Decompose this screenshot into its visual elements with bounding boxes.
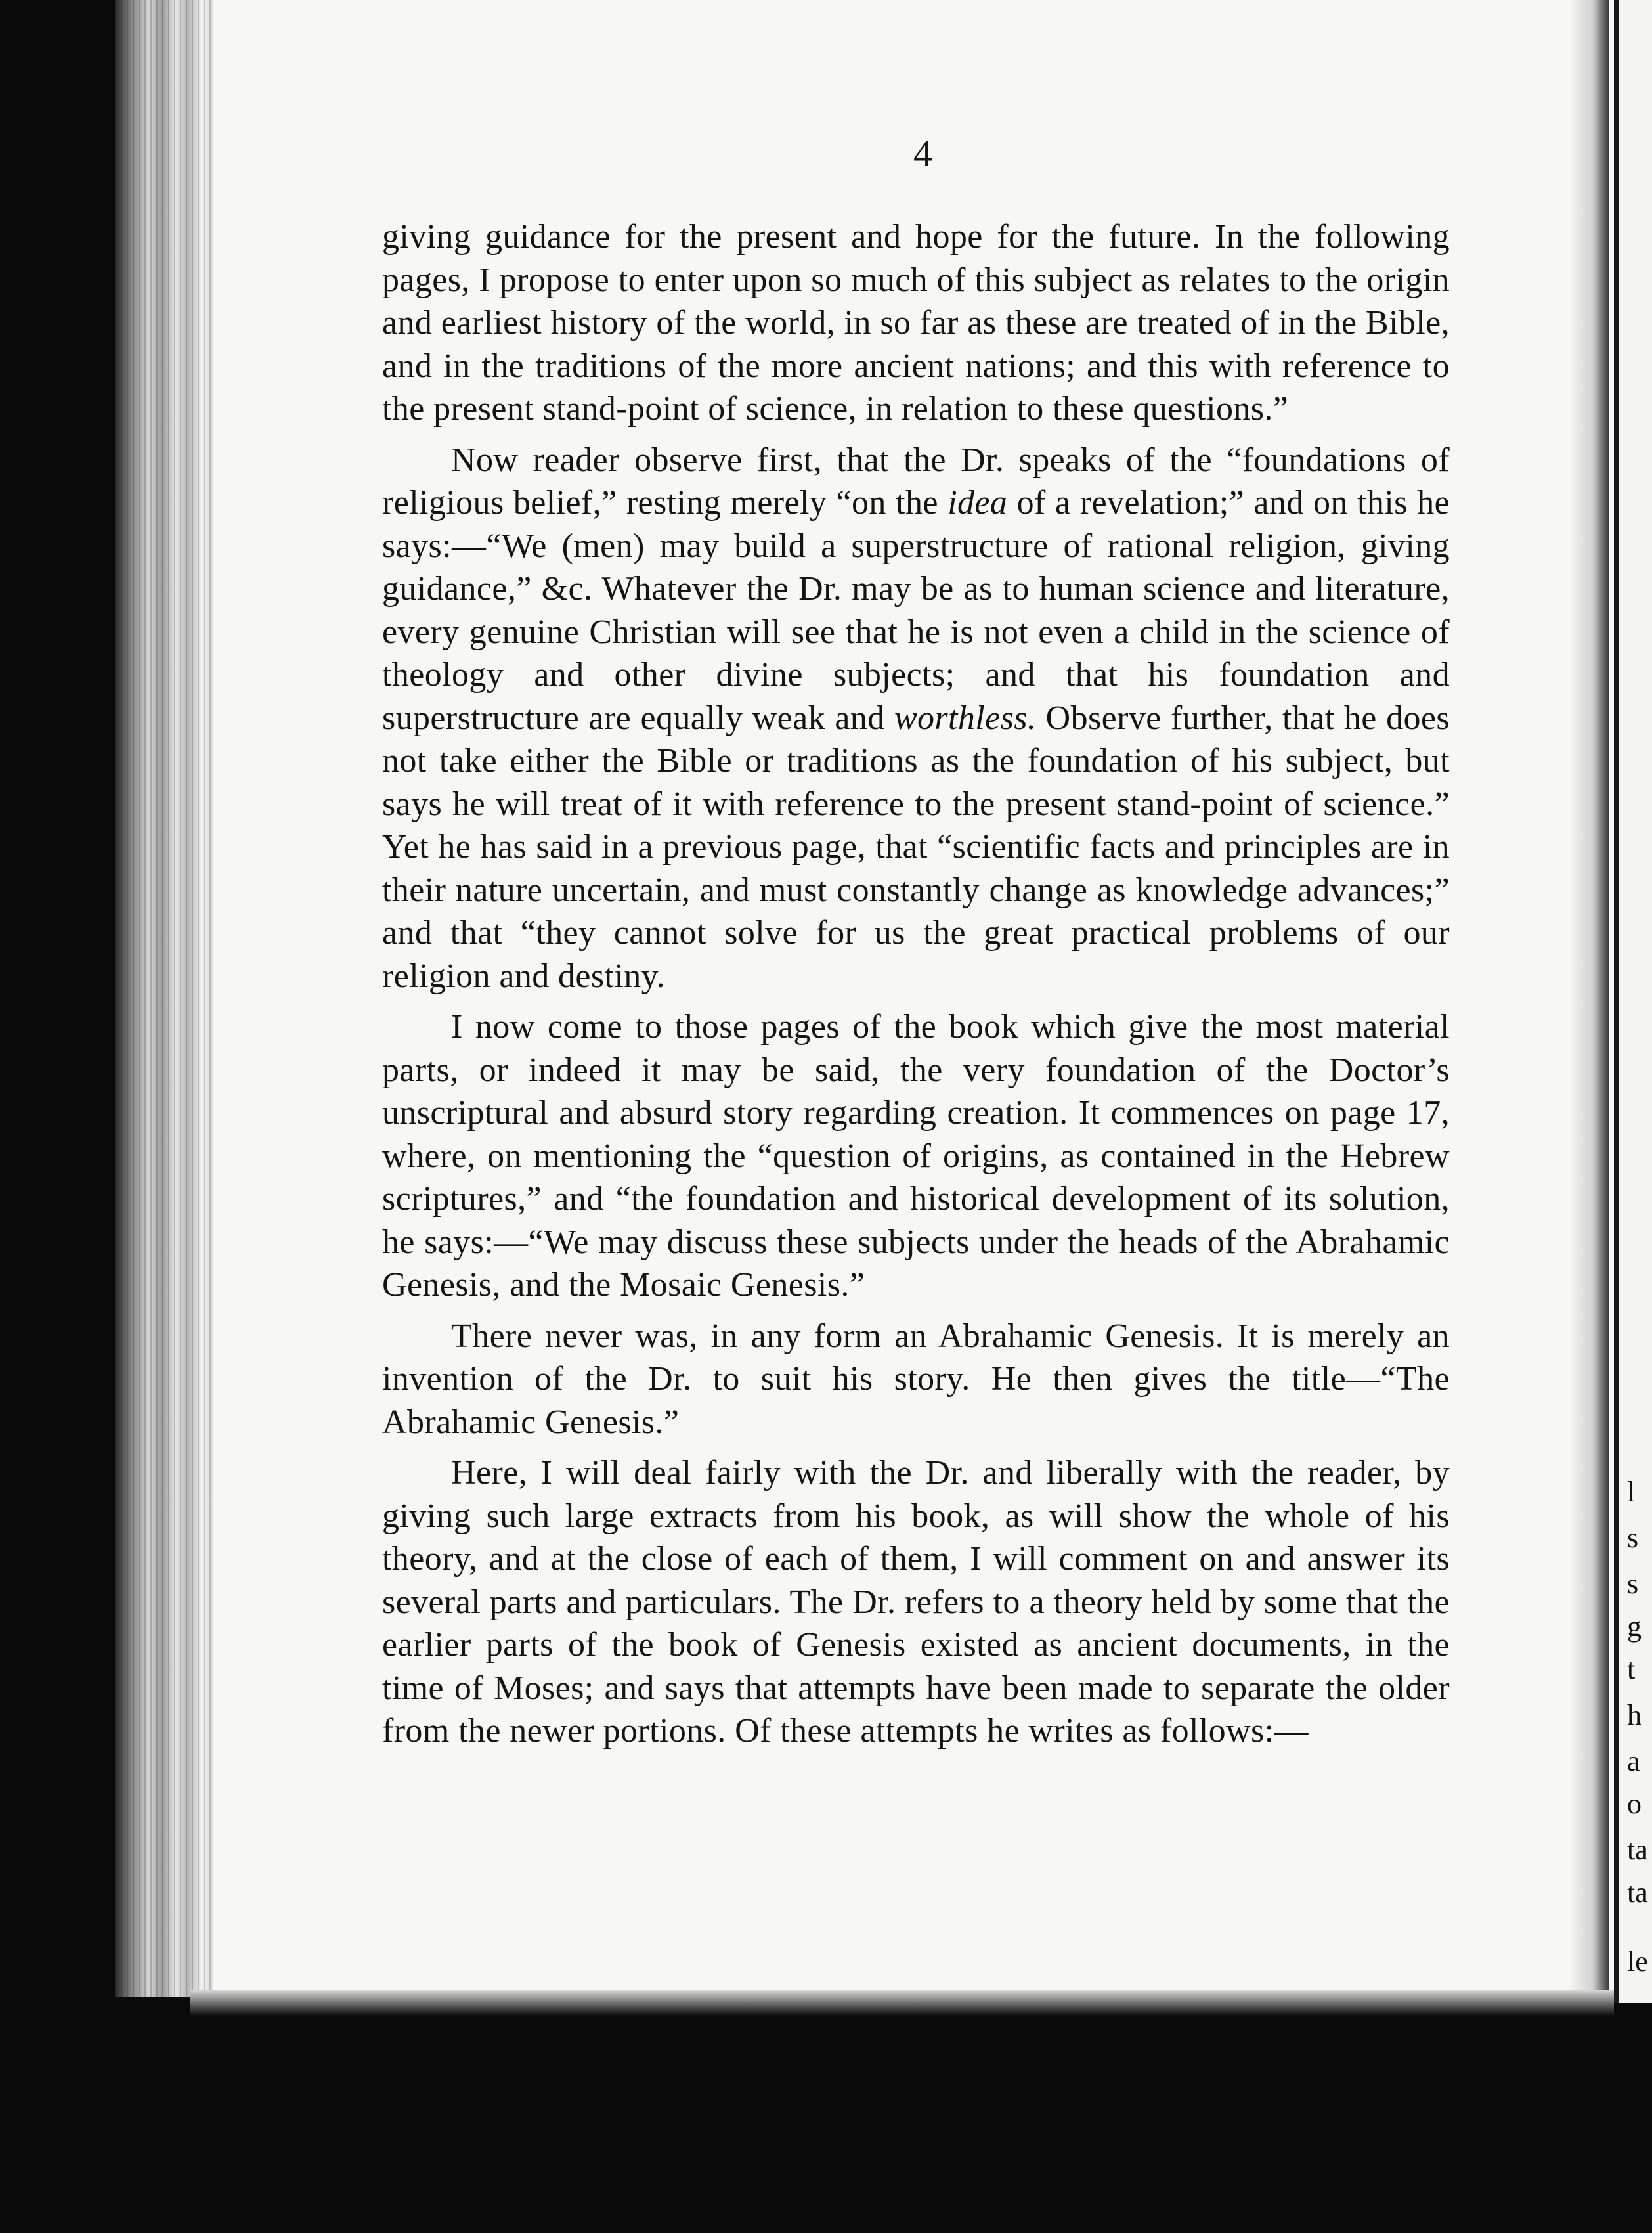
paragraph bbox=[382, 1315, 1450, 1444]
text-segment: Here, I will deal fairly with the Dr. and liberally with the reader, by giving such large extracts from his book, as will show the whole of his theory, and at the close of each of them, I will comment on and answer its several parts and particulars. The Dr. refers to a theory held by some that the earlier parts of the book of Genesis existed as ancient documents, in the time of Moses; and says that attempts have been made to separate the older from the newer portions. Of these attempts he writes as follows:— bbox=[382, 1454, 1450, 1750]
page-bottom-shadow bbox=[190, 1990, 1615, 2016]
paragraph bbox=[382, 1451, 1450, 1753]
facing-page-fragment: s bbox=[1627, 1568, 1639, 1600]
text-segment: of a revelation;” and on this he says:—“We (men) may build a superstructure of rational religion, giving guidance,” &c. Whatever the Dr. may be as to human science and literature, every genuine Christian will see that he is not even a child in the science of theology and other divine subjects; and that his foundation and superstructure are equally weak and bbox=[382, 484, 1450, 737]
facing-page-fragment: ta bbox=[1627, 1876, 1648, 1909]
paragraph bbox=[382, 439, 1450, 998]
body-text bbox=[382, 215, 1450, 1761]
facing-page-fragment: le bbox=[1627, 1945, 1648, 1978]
facing-page-fragment: s bbox=[1627, 1522, 1639, 1554]
facing-page-fragment: ta bbox=[1627, 1834, 1648, 1866]
italic-text: worthless. bbox=[894, 699, 1037, 737]
facing-page-fragment: o bbox=[1627, 1788, 1641, 1820]
page-edge-stack bbox=[115, 0, 213, 1997]
italic-text: idea bbox=[947, 484, 1008, 521]
text-segment: giving guidance for the present and hope for the future. In the following pages, I propose to enter upon so much of this subject as relates to the origin and earliest history of the world, in so far as these are treated of in the Bible, and in the traditions of the more ancient nations; and this with reference to the present stand-point of science, in relation to these questions.” bbox=[382, 218, 1450, 428]
paragraph bbox=[382, 215, 1450, 431]
paragraph bbox=[382, 1006, 1450, 1307]
facing-page-fragment: a bbox=[1627, 1745, 1640, 1777]
text-segment: Observe further, that he does not take either the Bible or traditions as the foundation of his subject, but says he will treat of it with reference to the present stand-point of science.” Yet he has said in a previous page, that “scientific facts and principles are in their nature uncertain, and must constantly change as knowledge advances;” and that “they cannot solve for us the great practical problems of our religion and destiny. bbox=[382, 699, 1450, 995]
facing-page-fragment: g bbox=[1627, 1610, 1641, 1643]
page-right-shadow bbox=[1569, 0, 1609, 2016]
facing-page-fragment: t bbox=[1627, 1653, 1636, 1685]
text-segment: There never was, in any form an Abrahamic Genesis. It is merely an invention of the Dr. to suit his story. He then gives the title—“The Abrahamic Genesis.” bbox=[382, 1317, 1450, 1441]
facing-page-fragment: h bbox=[1627, 1699, 1641, 1731]
text-segment: Now reader observe first, that the Dr. speaks of the “foundations of religious belief,” resting merely “on the bbox=[382, 441, 1450, 521]
page-number: 4 bbox=[913, 132, 932, 175]
facing-page-fragment: l bbox=[1627, 1476, 1636, 1508]
text-segment: I now come to those pages of the book which give the most material parts, or indeed it may be said, the very foundation of the Doctor’s unscriptural and absurd story regarding creation. It commences on page 17, where, on mentioning the “question of origins, as contained in the Hebrew scriptures,” and “the foundation and historical development of its solution, he says:—“We may discuss these subjects under the heads of the Abrahamic Genesis, and the Mosaic Genesis.” bbox=[382, 1008, 1450, 1304]
